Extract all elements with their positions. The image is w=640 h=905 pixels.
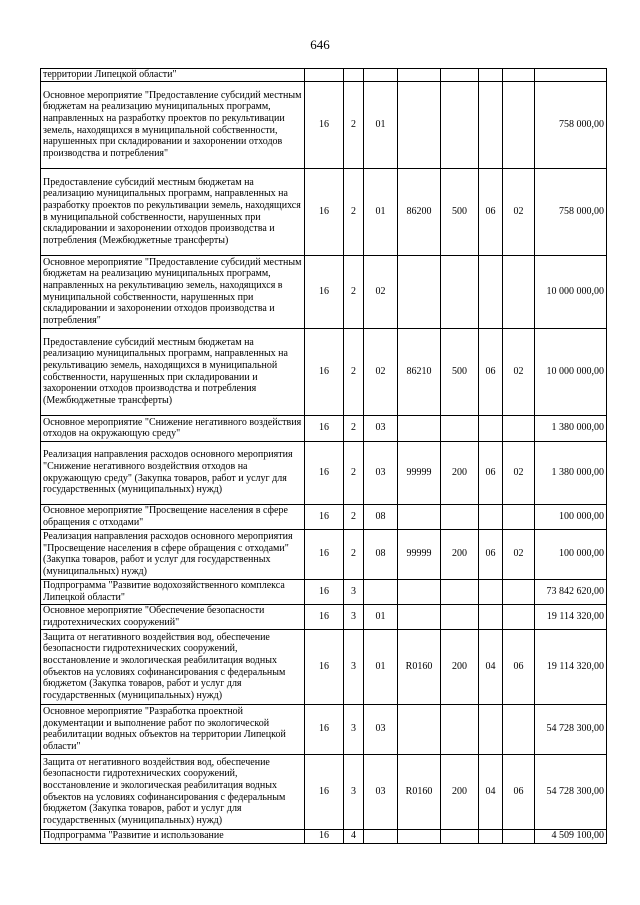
table-row bbox=[41, 255, 607, 328]
code-cell-5 bbox=[441, 579, 479, 604]
row-name-cell: территории Липецкой области" bbox=[41, 69, 305, 82]
row-name-cell: Подпрограмма "Развитие и использование bbox=[41, 829, 305, 843]
amount-cell bbox=[535, 69, 607, 82]
code-cell-1: 16 bbox=[305, 754, 344, 829]
code-cell-2: 2 bbox=[344, 328, 364, 415]
code-cell-5 bbox=[441, 69, 479, 82]
code-cell-1: 16 bbox=[305, 529, 344, 579]
row-name-cell: Предоставление субсидий местным бюджетам на реализацию муниципальных программ, направленных на разработку проектов по рекультивации земель, находящихся в муниципальной собственности, нарушенных при складировании и захоронении отходов производства и потребления (Межбюджетные трансферты) bbox=[41, 168, 305, 255]
row-name-cell: Основное мероприятие "Предоставление субсидий местным бюджетам на реализацию муниципальных программ, направленных на разработку проектов по рекультивации земель, находящихся в муниципальной собственности, нарушенных при складировании и захоронении отходов производства и потребления" bbox=[41, 81, 305, 168]
code-cell-6: 06 bbox=[479, 529, 503, 579]
code-cell-2: 3 bbox=[344, 754, 364, 829]
table-row bbox=[41, 529, 607, 579]
code-cell-1: 16 bbox=[305, 704, 344, 754]
code-cell-4 bbox=[398, 255, 441, 328]
row-name-cell: Основное мероприятие "Разработка проектной документации и выполнение работ по экологической реабилитации водных объектов на территории Липецкой области" bbox=[41, 704, 305, 754]
row-name-cell: Подпрограмма "Развитие водохозяйственного комплекса Липецкой области" bbox=[41, 579, 305, 604]
code-cell-5: 500 bbox=[441, 168, 479, 255]
code-cell-4: R0160 bbox=[398, 629, 441, 704]
code-cell-3 bbox=[364, 829, 398, 843]
row-name-cell: Защита от негативного воздействия вод, обеспечение безопасности гидротехнических сооружений, восстановление и экологическая реабилитация водных объектов на условиях софинансирования с федеральным бюджетом (Закупка товаров, работ и услуг для государственных (муниципальных) нужд) bbox=[41, 754, 305, 829]
table-row bbox=[41, 579, 607, 604]
code-cell-2: 2 bbox=[344, 415, 364, 441]
code-cell-1: 16 bbox=[305, 579, 344, 604]
code-cell-6 bbox=[479, 829, 503, 843]
code-cell-2: 4 bbox=[344, 829, 364, 843]
code-cell-5: 500 bbox=[441, 328, 479, 415]
code-cell-1: 16 bbox=[305, 629, 344, 704]
table-row bbox=[41, 81, 607, 168]
row-name-cell: Защита от негативного воздействия вод, обеспечение безопасности гидротехнических сооружений, восстановление и экологическая реабилитация водных объектов на условиях софинансирования с федеральным бюджетом (Закупка товаров, работ и услуг для государственных (муниципальных) нужд) bbox=[41, 629, 305, 704]
code-cell-1: 16 bbox=[305, 504, 344, 529]
code-cell-3: 03 bbox=[364, 754, 398, 829]
row-name-cell: Реализация направления расходов основного мероприятия "Просвещение населения в сфере обращения с отходами" (Закупка товаров, работ и услуг для государственных (муниципальных) нужд) bbox=[41, 529, 305, 579]
code-cell-2: 3 bbox=[344, 629, 364, 704]
amount-cell: 758 000,00 bbox=[535, 81, 607, 168]
row-name-cell: Основное мероприятие "Обеспечение безопасности гидротехнических сооружений" bbox=[41, 604, 305, 629]
code-cell-7 bbox=[503, 604, 535, 629]
code-cell-4 bbox=[398, 69, 441, 82]
code-cell-1: 16 bbox=[305, 81, 344, 168]
code-cell-7 bbox=[503, 704, 535, 754]
code-cell-7: 06 bbox=[503, 629, 535, 704]
row-name-cell: Реализация направления расходов основного мероприятия "Снижение негативного воздействия отходов на окружающую среду" (Закупка товаров, работ и услуг для государственных (муниципальных) нужд) bbox=[41, 441, 305, 504]
amount-cell: 1 380 000,00 bbox=[535, 441, 607, 504]
code-cell-4 bbox=[398, 81, 441, 168]
table-row bbox=[41, 629, 607, 704]
row-name-cell: Основное мероприятие "Снижение негативного воздействия отходов на окружающую среду" bbox=[41, 415, 305, 441]
code-cell-7 bbox=[503, 579, 535, 604]
amount-cell: 4 509 100,00 bbox=[535, 829, 607, 843]
code-cell-3: 01 bbox=[364, 604, 398, 629]
code-cell-6: 04 bbox=[479, 754, 503, 829]
code-cell-4: 99999 bbox=[398, 441, 441, 504]
code-cell-3: 08 bbox=[364, 529, 398, 579]
amount-cell: 1 380 000,00 bbox=[535, 415, 607, 441]
code-cell-4 bbox=[398, 579, 441, 604]
table-row bbox=[41, 328, 607, 415]
code-cell-3: 03 bbox=[364, 441, 398, 504]
code-cell-6 bbox=[479, 69, 503, 82]
code-cell-7: 02 bbox=[503, 328, 535, 415]
amount-cell: 19 114 320,00 bbox=[535, 604, 607, 629]
table-row bbox=[41, 829, 607, 843]
code-cell-2: 2 bbox=[344, 504, 364, 529]
amount-cell: 10 000 000,00 bbox=[535, 255, 607, 328]
code-cell-2: 3 bbox=[344, 704, 364, 754]
code-cell-3: 02 bbox=[364, 328, 398, 415]
code-cell-6 bbox=[479, 604, 503, 629]
code-cell-5 bbox=[441, 81, 479, 168]
code-cell-5 bbox=[441, 255, 479, 328]
amount-cell: 758 000,00 bbox=[535, 168, 607, 255]
code-cell-1: 16 bbox=[305, 441, 344, 504]
code-cell-1: 16 bbox=[305, 415, 344, 441]
row-name-cell: Предоставление субсидий местным бюджетам на реализацию муниципальных программ, направленных на рекультивацию земель, находящихся в муниципальной собственности, нарушенных при складировании и захоронении отходов производства и потребления (Межбюджетные трансферты) bbox=[41, 328, 305, 415]
code-cell-6: 04 bbox=[479, 629, 503, 704]
code-cell-2: 2 bbox=[344, 168, 364, 255]
code-cell-7: 02 bbox=[503, 168, 535, 255]
code-cell-6: 06 bbox=[479, 168, 503, 255]
table-row bbox=[41, 704, 607, 754]
page-number: 646 bbox=[310, 37, 330, 52]
code-cell-3 bbox=[364, 579, 398, 604]
table-row bbox=[41, 604, 607, 629]
code-cell-6 bbox=[479, 704, 503, 754]
code-cell-3: 03 bbox=[364, 704, 398, 754]
code-cell-5 bbox=[441, 704, 479, 754]
code-cell-7 bbox=[503, 504, 535, 529]
code-cell-5 bbox=[441, 604, 479, 629]
code-cell-5 bbox=[441, 415, 479, 441]
code-cell-2: 2 bbox=[344, 529, 364, 579]
code-cell-2: 3 bbox=[344, 604, 364, 629]
code-cell-6 bbox=[479, 415, 503, 441]
code-cell-7: 02 bbox=[503, 441, 535, 504]
code-cell-2: 2 bbox=[344, 255, 364, 328]
code-cell-3: 03 bbox=[364, 415, 398, 441]
code-cell-5: 200 bbox=[441, 529, 479, 579]
code-cell-5 bbox=[441, 829, 479, 843]
code-cell-7: 06 bbox=[503, 754, 535, 829]
code-cell-3: 01 bbox=[364, 168, 398, 255]
code-cell-4: 86200 bbox=[398, 168, 441, 255]
row-name-cell: Основное мероприятие "Просвещение населения в сфере обращения с отходами" bbox=[41, 504, 305, 529]
code-cell-7 bbox=[503, 69, 535, 82]
code-cell-3: 01 bbox=[364, 81, 398, 168]
code-cell-4: 86210 bbox=[398, 328, 441, 415]
table-row bbox=[41, 754, 607, 829]
code-cell-1: 16 bbox=[305, 255, 344, 328]
code-cell-3: 01 bbox=[364, 629, 398, 704]
code-cell-2: 2 bbox=[344, 81, 364, 168]
code-cell-7 bbox=[503, 81, 535, 168]
code-cell-6 bbox=[479, 255, 503, 328]
code-cell-2 bbox=[344, 69, 364, 82]
amount-cell: 54 728 300,00 bbox=[535, 704, 607, 754]
code-cell-6: 06 bbox=[479, 441, 503, 504]
table-row bbox=[41, 168, 607, 255]
code-cell-6: 06 bbox=[479, 328, 503, 415]
amount-cell: 10 000 000,00 bbox=[535, 328, 607, 415]
code-cell-4: 99999 bbox=[398, 529, 441, 579]
code-cell-6 bbox=[479, 81, 503, 168]
code-cell-6 bbox=[479, 579, 503, 604]
code-cell-4 bbox=[398, 604, 441, 629]
code-cell-2: 3 bbox=[344, 579, 364, 604]
table-row bbox=[41, 69, 607, 82]
code-cell-2: 2 bbox=[344, 441, 364, 504]
code-cell-1: 16 bbox=[305, 328, 344, 415]
table-row bbox=[41, 415, 607, 441]
code-cell-7 bbox=[503, 255, 535, 328]
code-cell-3: 08 bbox=[364, 504, 398, 529]
amount-cell: 54 728 300,00 bbox=[535, 754, 607, 829]
code-cell-5: 200 bbox=[441, 441, 479, 504]
code-cell-5: 200 bbox=[441, 629, 479, 704]
code-cell-4: R0160 bbox=[398, 754, 441, 829]
code-cell-1: 16 bbox=[305, 168, 344, 255]
code-cell-3: 02 bbox=[364, 255, 398, 328]
amount-cell: 100 000,00 bbox=[535, 504, 607, 529]
amount-cell: 73 842 620,00 bbox=[535, 579, 607, 604]
code-cell-1 bbox=[305, 69, 344, 82]
code-cell-7: 02 bbox=[503, 529, 535, 579]
code-cell-5: 200 bbox=[441, 754, 479, 829]
row-name-cell: Основное мероприятие "Предоставление субсидий местным бюджетам на реализацию муниципальных программ, направленных на рекультивацию земель, находящихся в муниципальной собственности, нарушенных при складировании и захоронении отходов производства и потребления" bbox=[41, 255, 305, 328]
code-cell-5 bbox=[441, 504, 479, 529]
table-row bbox=[41, 504, 607, 529]
budget-table bbox=[40, 68, 607, 844]
code-cell-3 bbox=[364, 69, 398, 82]
code-cell-1: 16 bbox=[305, 604, 344, 629]
amount-cell: 19 114 320,00 bbox=[535, 629, 607, 704]
code-cell-7 bbox=[503, 829, 535, 843]
code-cell-4 bbox=[398, 829, 441, 843]
table-row bbox=[41, 441, 607, 504]
code-cell-4 bbox=[398, 704, 441, 754]
code-cell-4 bbox=[398, 504, 441, 529]
code-cell-6 bbox=[479, 504, 503, 529]
code-cell-1: 16 bbox=[305, 829, 344, 843]
code-cell-7 bbox=[503, 415, 535, 441]
amount-cell: 100 000,00 bbox=[535, 529, 607, 579]
code-cell-4 bbox=[398, 415, 441, 441]
